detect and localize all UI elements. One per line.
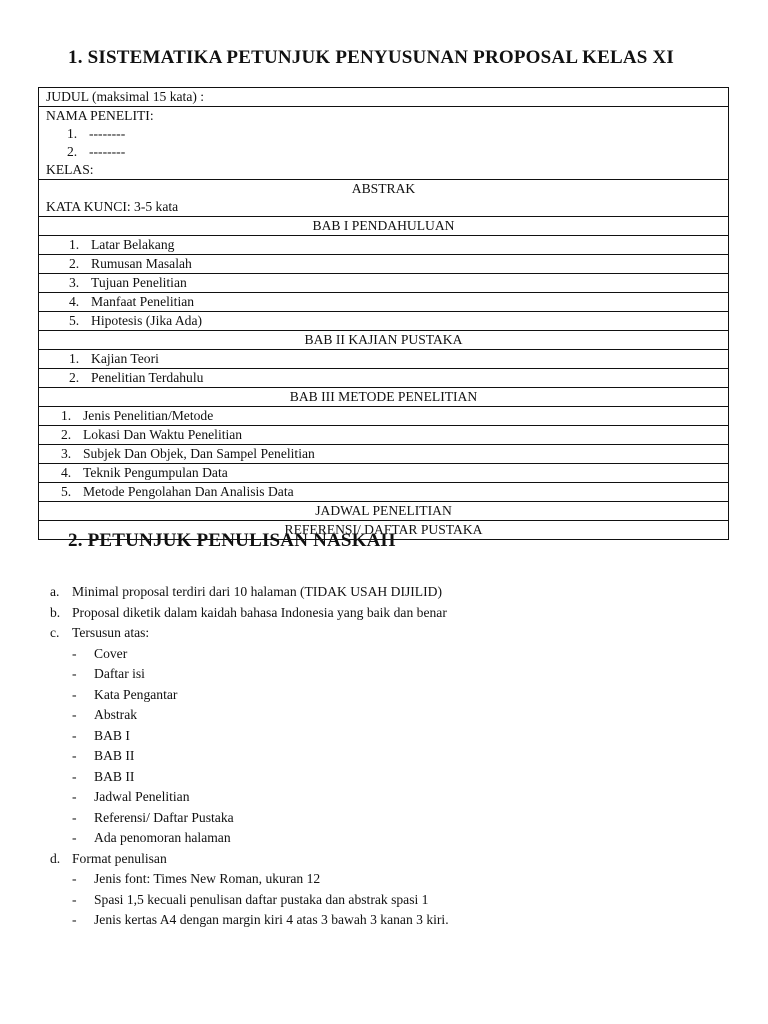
nama-peneliti-label: NAMA PENELITI: <box>46 108 154 123</box>
proposal-structure-table <box>38 87 729 540</box>
sub-item: - Ada penomoran halaman <box>72 830 231 845</box>
bab1-item: 3. Tujuan Penelitian <box>39 274 729 293</box>
bab2-item: 2. Penelitian Terdahulu <box>39 369 729 388</box>
abstrak-cell <box>39 180 729 217</box>
jadwal-heading: JADWAL PENELITIAN <box>39 502 729 521</box>
sub-item: - Kata Pengantar <box>72 686 178 702</box>
bab1-item: 2. Rumusan Masalah <box>39 255 729 274</box>
bab3-item: 5. Metode Pengolahan Dan Analisis Data <box>39 483 729 502</box>
bab3-item: 3. Subjek Dan Objek, Dan Sampel Penelitian <box>39 445 729 464</box>
peneliti-cell <box>39 107 729 180</box>
sub-item: - BAB II <box>72 748 135 763</box>
sub-item: - Cover <box>72 645 128 661</box>
sub-item: - Jenis font: Times New Roman, ukuran 12 <box>72 871 321 886</box>
bab1-heading: BAB I PENDAHULUAN <box>39 217 729 236</box>
bab3-item: 1. Jenis Penelitian/Metode <box>39 407 729 426</box>
peneliti-item: 2. -------- <box>67 144 126 159</box>
section-2-title: 2. PETUNJUK PENULISAN NASKAH <box>68 530 396 551</box>
bab2-item: 1. Kajian Teori <box>39 350 729 369</box>
bab3-heading: BAB III METODE PENELITIAN <box>39 388 729 407</box>
abstrak-heading: ABSTRAK <box>351 181 416 196</box>
sub-item: - BAB I <box>72 727 130 743</box>
bab3-item: 2. Lokasi Dan Waktu Penelitian <box>39 426 729 445</box>
judul-cell: JUDUL (maksimal 15 kata) : <box>39 88 729 107</box>
sub-item: - Abstrak <box>72 707 138 722</box>
list-item-d: d. Format penulisan <box>50 850 167 866</box>
section-1-title: 1. SISTEMATIKA PETUNJUK PENYUSUNAN PROPOSAL KELAS XI <box>68 47 675 68</box>
kelas-label: KELAS: <box>46 162 94 177</box>
naskah-list <box>50 582 449 931</box>
bab3-item: 4. Teknik Pengumpulan Data <box>39 464 729 483</box>
sub-item: - Referensi/ Daftar Pustaka <box>72 809 234 825</box>
sub-item: - BAB II <box>72 768 135 784</box>
bab1-item: 4. Manfaat Penelitian <box>39 293 729 312</box>
list-item-b: b. Proposal diketik dalam kaidah bahasa Indonesia yang baik dan benar <box>50 604 447 620</box>
list-item-c: c. Tersusun atas: <box>50 625 150 640</box>
kata-kunci-label: KATA KUNCI: 3-5 kata <box>46 199 179 214</box>
bab2-heading: BAB II KAJIAN PUSTAKA <box>39 331 729 350</box>
referensi-heading: REFERENSI/ DAFTAR PUSTAKA <box>39 521 729 540</box>
list-item-a: a. Minimal proposal terdiri dari 10 halaman (TIDAK USAH DIJILID) <box>50 584 442 599</box>
sub-item: - Jenis kertas A4 dengan margin kiri 4 atas 3 bawah 3 kanan 3 kiri. <box>72 912 449 927</box>
bab1-item: 5. Hipotesis (Jika Ada) <box>39 312 729 331</box>
sub-item: - Jadwal Penelitian <box>72 789 190 804</box>
sub-item: - Daftar isi <box>72 666 145 681</box>
peneliti-item: 1. -------- <box>67 126 126 141</box>
bab1-item: 1. Latar Belakang <box>39 236 729 255</box>
sub-item: - Spasi 1,5 kecuali penulisan daftar pustaka dan abstrak spasi 1 <box>72 891 429 907</box>
